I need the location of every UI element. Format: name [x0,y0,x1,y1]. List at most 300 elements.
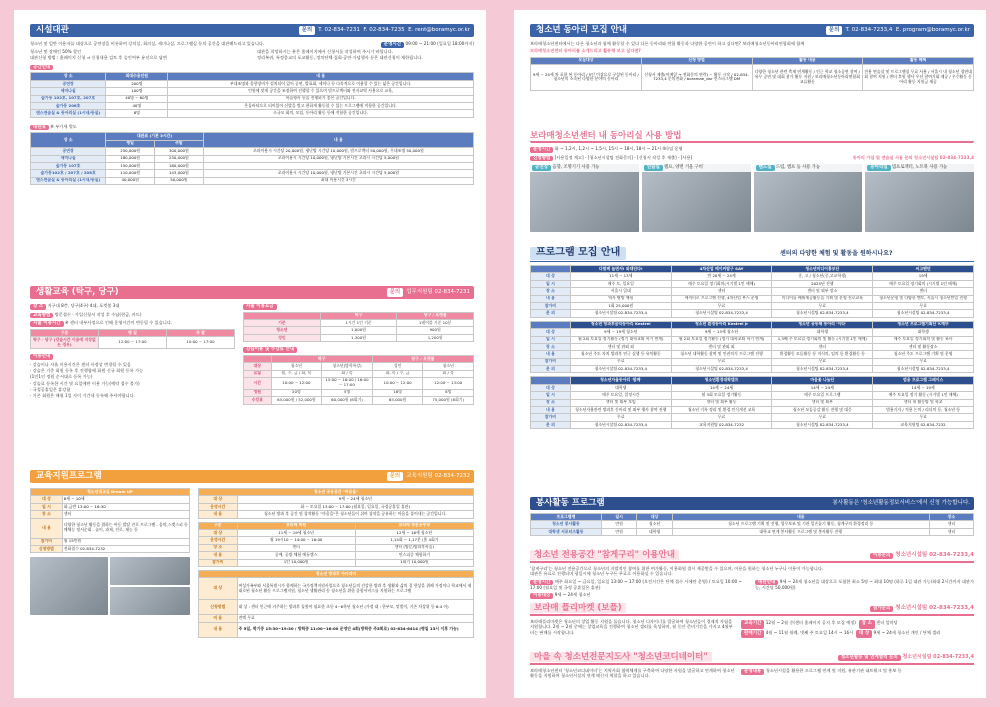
program-name: 마음꽃 나눔단 [772,377,873,384]
cell: 미디어를 배워제공활동을 기획 및 운영 진로교육 [772,295,873,302]
room-photo-4 [865,164,974,232]
cell: 14세 ~ 24세 [671,384,772,391]
th: 탁구 [320,312,397,319]
program-subtitle: 센터의 다양한 체험 및 활동을 원하시나요? [780,250,893,257]
facility-email[interactable]: E. rent@boramyc.or.kr [408,27,470,33]
row-label: 장 소 [531,399,571,406]
market-label: 판매기간 [741,630,764,639]
cell: 월 2회 토요일 정기활동 (정기 대학교와 학기 연계) [671,336,772,343]
cell: 청소년시설팀 02-834-7233,4 [772,366,873,373]
th: 대관료 (기본 3시간) [106,133,203,140]
cell: 운영시간 [199,503,238,510]
cell: 역사 탐방 체험 [570,295,671,302]
volunteer-title-bar [530,497,974,510]
cell: 숲가동 102호, 107호, 207호 [31,95,106,102]
cell: 화, 목 / 수, 금 [372,370,423,377]
program-table-3 [530,376,974,429]
program-section [530,246,974,429]
cell: 청소년시설팀 02-834-7233,4 [671,366,772,373]
cell: 공연장 [31,80,106,87]
program-title: 프로그램 모집 안내 [530,247,626,260]
cell: 8명 [423,389,474,396]
cell: 내 용 [31,518,63,538]
cell: 매주 토요일 정기회의 및 활동 조사 [873,336,974,343]
cell: 대 상 [199,496,238,503]
cell: 청소년시설팀 02-834-7233,4 [873,366,974,373]
club-title-bar [530,24,974,37]
cell: 참가비 [31,538,63,545]
cell: 10:00 ~ 17:00 [167,337,235,349]
cell: 센터 및 외부 장소 [772,288,873,295]
cell: 만 20세 ~ 24세 [671,273,772,280]
cell: 무료 [873,358,974,365]
facility-intro [30,41,474,46]
rental-fee-table [30,132,474,185]
cell: 센터 및 관외 외 [570,343,671,350]
cell: 월 19시10 ~ 14:00 ~ 16:00 [237,537,355,544]
program-name: 씨고밴던 [873,266,974,273]
facility-note: 대관을 희망하시는 분은 홈페이지에서 신청서를 작성하여 주시기 바랍니다. [257,49,394,55]
life-row-value: 지구대 8층, 당구(4구) 4대, 포켓볼 3대 [47,303,120,308]
club-tel[interactable]: T. 02-834-7233,4 [845,27,893,33]
cell: 성인 [372,363,423,370]
program-table-2 [530,321,974,374]
cell: 범용기자 / 적용 논의 / 리더의 등, 청소년 등 [873,407,974,414]
cell: 19세 [873,273,974,280]
flea-market-section [530,603,974,638]
cell: 대 상 : 센터 인근에 거주하는 방과후 돌봄이 필요한 초등 4~6학년 청소년 (가정 대 : 한부모, 맞벌이, 기존 차상위 등 6:4 이) [237,600,474,615]
cell: 75,000원 (8회기) [423,397,474,404]
cell: 청소년 봉사활동 [531,521,602,528]
cell: 청소년 [244,327,321,334]
club-room-title: 보라매청소년센터 내 동아리실 사용 방법 [530,130,974,143]
facility-hours: 09:00 ~ 21:00 (일요일 18:00까지) [405,41,474,46]
cell: 대 상 [31,496,63,503]
dream-up-title: 청소년대교실 Dream UP [31,489,190,496]
market-value: 센터 앞마당 [876,620,898,625]
th: 활동 혜택 [863,57,974,64]
volunteer-note: 봉사활동은 '청소년활동정보서비스'에서 신청 가능합니다. [832,500,970,506]
market-intro: 보라매플리마켓은 청소년의 창업 활동 지원을 돕습니다. 청소년 디자이너를 발굴하여 청소년들이 경제적 자립을 지원합니다. 2월 ~ 2월 중에는 창업교육을 진행하여 청소년 셀러를 육성하며, 월 동안 준비기간을 가지고 4월부터는 판매를 시작합니다. [530,619,733,635]
cell: 2025년 진행 [772,280,873,287]
cell: 60,000원 (8회기) [322,397,373,404]
row-label: 문 의 [531,366,571,373]
row-label: 참가비 [531,302,571,309]
cell: 환경활동 모둠활동 등 지식의, 임의 등 환경활동 등 [772,351,873,358]
lesson-fee-table [243,355,474,405]
boramae-class-table [198,522,474,567]
notice-item: · 기존 회원은 매월 1일 사이 기간내 등록해 주셔야합니다. [30,393,135,399]
cell: 센터 [62,511,189,518]
th: 내 용 [203,133,473,148]
th: 탁구 [271,355,372,362]
cell: 센터 [873,288,974,295]
cell: 신청서 제출(이메일 → 전화문의 연락) ~ 활동 시작 / 02-834-7233,4 문의전화 / boramae_dar 인스타그램 DM [641,64,752,90]
th: 주 말 [167,329,235,336]
cell: 무료 [873,414,974,421]
cell: 20명 [271,389,322,396]
row-label: 대 상 [531,329,571,336]
cell: 교육지원팀 02-834-7232 [671,421,772,428]
flea-market-title: 보라매 플리마켓 (보플) [530,603,626,613]
study-intro: '참게구리'는 청소년 전용공간으로 청소년의 자발적인 참여를 위한 여가활동, 이용회원 접시 제공받을 수 있으며, 이용을 원하는 청소년 누구나 이용이 가능합니다. [530,566,824,571]
cell: 무료 [570,414,671,421]
cell: 대상 [244,363,272,370]
cell: 다양한 청소년 관련 축제 연계활동 / 인근 학교 청소공연 참여 / 유무 공연 및 대회 참가 활동 지원 / 보라매청소년동아리연합회 교류활동 [752,64,863,90]
study-rent: 9세 ~ 24세 청소년을 대상으로 포함한 최소 5명 ~ 최대 10명 (하루 1일 대관 가능/최대 2시간까지 대관가능, 시간당 50,000원) [755,578,974,591]
cell: 장 소 [31,511,63,518]
cell: 초과이용시 시간당 10,000원, 냉난방 기본시간 초과시 시간당 5,000원 [203,155,473,162]
program-name: 청소년 환경동아리 Kestrel jr [671,321,772,328]
cell: 내 용 [199,622,238,637]
coordinator-contact[interactable]: 청소년시설팀 02-834-7233,4 [902,654,974,660]
cell: 센터 [929,528,973,535]
classroom-photo [30,557,108,615]
cell: 청소년 방과 후 공간 및 창작활동 "마음을"은 청소년들이 쉬며 창작을 공유하는 마음을 풀어내는 공간입니다. [237,511,474,518]
row-label: 내 용 [531,351,571,358]
cell: 탁구 · 당구 (강습시간 이용에 지장없는 경우) [31,337,99,349]
program-name: 청소년 방과후음악동아리 Kestrel [570,321,671,328]
study-intro2: 대관은 유료로 진행되며 평일시에 청소년 누구든 무료로 이용하실 수 있습니다. [530,571,673,577]
life-row-label: 자율 이용시간 [30,321,64,327]
cell: 주 5일, 학기중 15:30~19:30 / 방학중 11:00~16:00 운영안 4회(방학중 주5회로) 02-834-6414 (평일 13시 이후 가능) [237,622,474,637]
facility-notes [30,49,474,60]
cell: 8명 [106,110,168,117]
th: 신청 방법 [641,57,752,64]
cell: 매주 토요일 정기회의(시기별 1인 매체) [671,280,772,287]
cell: 40명 ~ 60명 [106,95,168,102]
cell: 내 용 [199,511,238,518]
cell: 9세 ~ 13세 청소년 [671,329,772,336]
cell: 전용 연습실 및 프로그램실 무료 사용 / 서울시 내 청소년 경연대회 참여 지원 / 센터 후원 행사 우선 참여기회 제공 / 우수활동 동아리 활동 지원금 제공 [863,64,974,90]
free-fee-label: 자율 이용요금 [243,304,277,310]
coordinator-label: 운영내용 [741,669,764,675]
cell: 16명 [372,389,423,396]
market-label: 대 상 [856,630,872,639]
cell: 매주 토요일 프로그램 [772,392,873,399]
cell: 무료 [772,414,873,421]
cell: 매주 토, 일요일 [570,280,671,287]
room-photo-2 [642,164,751,232]
cell: 청소년시설팀 02-834-7233,4 [570,310,671,317]
life-row-label: 교육방법 [30,313,53,319]
club-section [530,24,974,91]
cell: 청소년 주도 프로그램 기획 및 운영 [873,351,974,358]
edu-section [30,470,474,638]
cell: 운영시간 [199,537,238,544]
th: 대상 [637,514,672,521]
th: 평일 [106,140,155,147]
cell: 초과이용시 시간당 10,000원, 냉난방 기본시간 초과시 시간당 5,000원 [203,170,473,177]
coordinator-contact-label: 청소년활동 및 연계협력 문의 [838,655,901,661]
cell: 대학교 연계 봉사활동 프로그램 및 봉사활동 진행 [672,528,929,535]
th: 최대수용인원 [106,73,168,80]
cell: 65,000원 [372,397,423,404]
cell: 신청방법 [199,600,238,615]
life-row-value: 방문접수 · 가입신청서 작성 후 수납(현금, 카드) [54,311,142,317]
study-space-section [530,550,974,599]
academy-title: 청소년 방과후 아카데미 [199,570,474,577]
cell: 14세 ~ 24세 [772,384,873,391]
cell: 일 시 [31,503,63,510]
cell: 청소년시설팀 02-834-7233,4 [570,421,671,428]
th [531,321,571,328]
photo-label: 동아리실 [867,165,890,171]
cell: 공연장 [31,148,106,155]
cell: 청소년 [423,363,474,370]
cell: 화 / 목 [423,370,474,377]
market-contact[interactable]: 청소년시설팀 02-834-7233,4 [895,605,974,611]
cell: 대 상 [199,578,238,600]
cell: 1,3째 주 토요일 정기회의 및 활동 (시기별 1인 매체) [772,336,873,343]
facility-section [30,24,474,185]
cell: 청소년(방학특강) [322,363,373,370]
cell: 센터 [772,343,873,350]
th: 구분 [31,329,99,336]
th: 내 용 [168,73,474,80]
row-label: 장 소 [531,288,571,295]
cell: 교육지원팀 02-834-7232 [873,421,974,428]
cell: 청소년자율관련 방과후 동아리 및 외부 행사 참여 진행 [570,407,671,414]
study-contact-label: 이용문의 [870,553,893,559]
cell: 65,000원 / 52,000원 [271,397,322,404]
cell: 무료 [570,358,671,365]
cell: 센터 내 활동방 및 학교 [873,399,974,406]
cell: 화,금반 13:00 ~ 16:30 [62,503,189,510]
facility-tel[interactable]: T. 02-834-7231 [318,27,360,33]
coordinator-title: 마을 속 청소년전문지도사 "청소년코디네이터" [530,652,712,662]
cell: 청소년 [271,363,322,370]
th: 장소 [929,514,973,521]
photo-label: 밴드실 [756,165,775,171]
th: 평 일 [99,329,167,336]
cell: 온돌바닥으로 되어있어 신발을 벗고 편하게 활동할 수 있는 프로그램에 적합한 공간입니다. [168,102,474,109]
cell: 기준 [244,320,321,327]
room-photo-1 [530,164,639,232]
cell: 14세 ~ 19세 [873,384,974,391]
cell: 다양한 청소년 활동을 접하는 아동 발달 진로 프로그램 - 음악,스캣스피 등 예체능 정서순회 - 놀이, 과제, 진로, 재능 등 [62,518,189,538]
facility-note: 대관신청 방법 : 홈페이지 신청 ⇒ 신청내용 검토 후 승인여부 유선으로 답변 [30,54,167,60]
program-name: 청소년미디어홍보단 [772,266,873,273]
left-page [14,10,486,698]
cell: 11세 ~ 13세 [570,273,671,280]
th: 일시 [601,514,636,521]
life-section [30,286,474,405]
cell: 1,14회 ~ 1,17분 (홈 4회기 [355,537,473,544]
cell: 청소년 기록 정리 및 환경 인식개선 교육 [671,407,772,414]
study-rent-label: 대관안내 [755,580,778,586]
cell: 월, 수, 금 / 화, 목 [271,370,322,377]
cell: 센터 (방문/방과후학습) [355,544,473,551]
study-contact[interactable]: 청소년시설팀 02-834-7233,4 [895,552,974,558]
th [244,312,321,319]
row-label: 일 시 [531,280,571,287]
study-target: 9세 ~ 24세 청소년 [554,592,591,598]
cell: 청소년시설팀 02-834-7233,4 [570,366,671,373]
row-label: 참가비 [531,358,571,365]
program-name: 다함께 놀면서! 와대단다! [570,266,671,273]
cell: 정원 [244,389,272,396]
cell: 세미나실 [31,155,106,162]
cell [203,162,473,169]
th: 주말 [155,140,204,147]
cell: 청소년 주도 자치 방과후 연극 실행 등 유익활동 [570,351,671,358]
edu-photos [30,557,190,615]
cell: 청소년운영 및 다양한 멘토, 서울시 청소년반일 진행 [873,295,974,302]
program-name: 4차산업 메이커탐구 SAY [671,266,772,273]
photo-label: 공연장 [532,165,551,171]
cell: 장 소 [199,544,238,551]
club-title: 청소년 동아리 모집 안내 [536,25,627,35]
coordinator-section [530,652,974,679]
cell: 무료 [671,302,772,309]
after-school-academy-table [198,570,474,638]
th: 구분 [199,522,238,529]
cell: 무료 [772,302,873,309]
photo-caption: 드럼, 앰프 등 사용 가능 [775,165,821,171]
th: 활동 내용 [752,57,863,64]
program-name: 청소년 프로그램기획단 Y.메뚜 [873,321,974,328]
cell: 인원에 맞게 공간을 조정하여 진행할 수 있으며 빔프로젝터와 전자교탁 사용으로 교육, [168,88,474,95]
th [531,377,571,384]
cell: 여성가족부와 서울특별시가 함께하는 국가정책지원사업으로 청소년들의 건강한 방과 후 생활과 삶의 질 향상을 위해 가정이나 학교에서 제대로된 청소년 활동 프로그램지원, 청소년 생활관리 등 청소년을 위한 종합서비스를 지원하는 프로그램 [237,578,474,600]
th: 장 소 [31,133,106,148]
notice-item: · 국경공휴일은 휴강함 [30,387,71,393]
facility-title-bar [30,24,474,37]
cell: 청소년시설팀 02-834-7233,4 [772,421,873,428]
cell: 댄스연습실 & 동아리실 (1시내/동실) [31,177,106,184]
row-label: 장 소 [531,343,571,350]
cell: 180,000원 [155,162,204,169]
cell: 숲가동 206호 [31,102,106,109]
cell: 1테이블 기준 10분 [397,320,474,327]
dream-up-table [30,488,190,553]
cell: 요일 [244,370,272,377]
cell: 1시간 1인 기준 [320,320,397,327]
cell: 신청방법 [31,545,63,552]
room-photo [110,587,190,615]
cell: 대학생 [637,528,672,535]
row-label: 일 시 [531,336,571,343]
club-email[interactable]: E. program@boramyc.or.kr [895,27,970,33]
cell: 전액 무료 [237,615,474,622]
cell: 5명 [322,389,373,396]
club-room-photos [530,164,974,232]
cell: 센터 및 활동장소 [873,343,974,350]
cell: 최대 이용시간 3시간 [203,177,473,184]
market-value: 9세 ~ 24세 청소년 개인 / 단체 셀러 [873,629,941,635]
row-label: 내 용 [531,407,571,414]
open-space-title: 청소년 공유공간 "마음을" [199,489,474,496]
cell: 월 15만원 [62,538,189,545]
market-value: 12월 ~ 2월 중(센터 홈페이지 공지 후 모집 예정) [765,620,856,625]
cell: 무료 [671,358,772,365]
edu-contact[interactable]: 교육지원팀 02-834-7232 [406,473,470,479]
cell: 청소년 [637,521,672,528]
row-label: 내 용 [531,295,571,302]
facility-note: 청소년 및 장애인 50% 할인 [30,49,82,55]
th [531,266,571,273]
club-room-section [530,130,974,232]
notice-item: (1인1인 정원 순서대로 등록 가능) [30,374,93,380]
notice-item: · 강습료 등록한 시간 및 요일에만 이용 가능(예약 접수 불가) [30,380,140,386]
cell: 참가비 [199,559,238,566]
cell: 230,000원 [155,155,204,162]
cell: 센터 및 외부 [772,399,873,406]
cell: 학술행사 등을 진행하기 좋은 공간입니다. [168,95,474,102]
cell: 1회기 10,000원 [355,559,473,566]
market-value: 4월 ~ 11월 월례, 넷째 주 토요일 14시 ~ 16시 [765,629,854,635]
row-label: 문 의 [531,310,571,317]
cell: 세미나실 [31,88,106,95]
th: 모집대상 [531,57,642,64]
th: 장 소 [31,73,106,80]
free-use-time-table [30,329,235,349]
cell: 300,000원 [155,148,204,155]
volunteer-section [530,497,974,536]
cell: 10:00 ~ 12:00 [372,377,423,389]
cell: 만원 [601,521,636,528]
cell: 청소년시설팀 02-834-7233,4 [671,310,772,317]
cell: 월 3회 토요일 정기활동 [671,392,772,399]
cell: 무료 [772,358,873,365]
club-room-hours-label: 운영시간 [530,147,553,153]
cell: 1인 10,000원 [237,559,355,566]
cell: 청소년 프로그램 기획 및 진행, 업무보조 및 기관 일손돕기 활동, 청계구의 환경정리 등 [672,521,929,528]
facility-title: 시설대관 [36,25,69,35]
cell: 월 2회 토요일 정기활동 (정기 대학교와 학기 연계) [570,336,671,343]
cell: 대학생 [570,384,671,391]
cell: 무료 [873,302,974,309]
cell: 1,000원 [320,327,397,334]
cell: 댄스연습실 & 동아리실 (1시내/동실) [31,110,106,117]
facility-fax: F. 02-834-7235 [363,27,405,33]
photo-label: 연습실 [644,165,663,171]
cell: 시간 [244,377,272,389]
volunteer-title: 봉사활동 프로그램 [536,498,605,508]
row-label: 대 상 [531,384,571,391]
cell: 대학생 [873,329,974,336]
notice-item: · 강습이나 자율 이용시간은 센터 사정상 변경될 수 있음 [30,361,131,367]
cell: 만원 [601,528,636,535]
cell: 8세 ~ 10세 [62,496,189,503]
usage-notice-label: 이용안내 [30,354,53,360]
cell: 부대조명과 음향장비가 설치되어 있어 공연, 발표회, 세미나 등 다목적으로 이용할 수 있는 넓은 공간입니다. [168,80,474,87]
cell: 청소년시설팀 02-834-7233,4 [772,310,873,317]
cell: 센터 및 관외 외 [671,343,772,350]
club-room-apply-label: 신청방법 [530,156,553,162]
life-contact[interactable]: 업무지원팀 02-834-7231 [406,289,470,295]
cell: 센터 [237,544,355,551]
program-name: 청소년환경대학캠프 [671,377,772,384]
photo-caption: 램프, 양면 거울 구비 [664,165,703,171]
cell: 중, 고 / 청소년(중,고교학생) [772,273,873,280]
cell: 서울시 일대 [570,288,671,295]
cell: 1,300원 [320,334,397,341]
row-label: 문 의 [531,421,571,428]
row-label: 대 상 [531,273,571,280]
edu-title: 교육지원프로그램 [36,471,102,481]
cell: 센터 [929,521,973,528]
coordinator-body: 청소년시설을 활용한 프로그램 연계 및 지원, 유관기관 네트워크 및 홍보 등 [765,668,902,673]
cell: 센터 및 외부 모임 [570,399,671,406]
cell: 소규모 회의, 모임, 동아리 활동 등에 적합한 공간입니다. [168,110,474,117]
life-row-label: 장 소 [30,304,46,310]
cell: 매주 토요일 정기 활동 (시기별 1인 매체) [873,392,974,399]
cell: 대학생 서포터즈활동 [531,528,602,535]
cell: 12세 ~ 16세 청소년 [355,529,473,536]
cell: 대 상 [199,529,238,536]
